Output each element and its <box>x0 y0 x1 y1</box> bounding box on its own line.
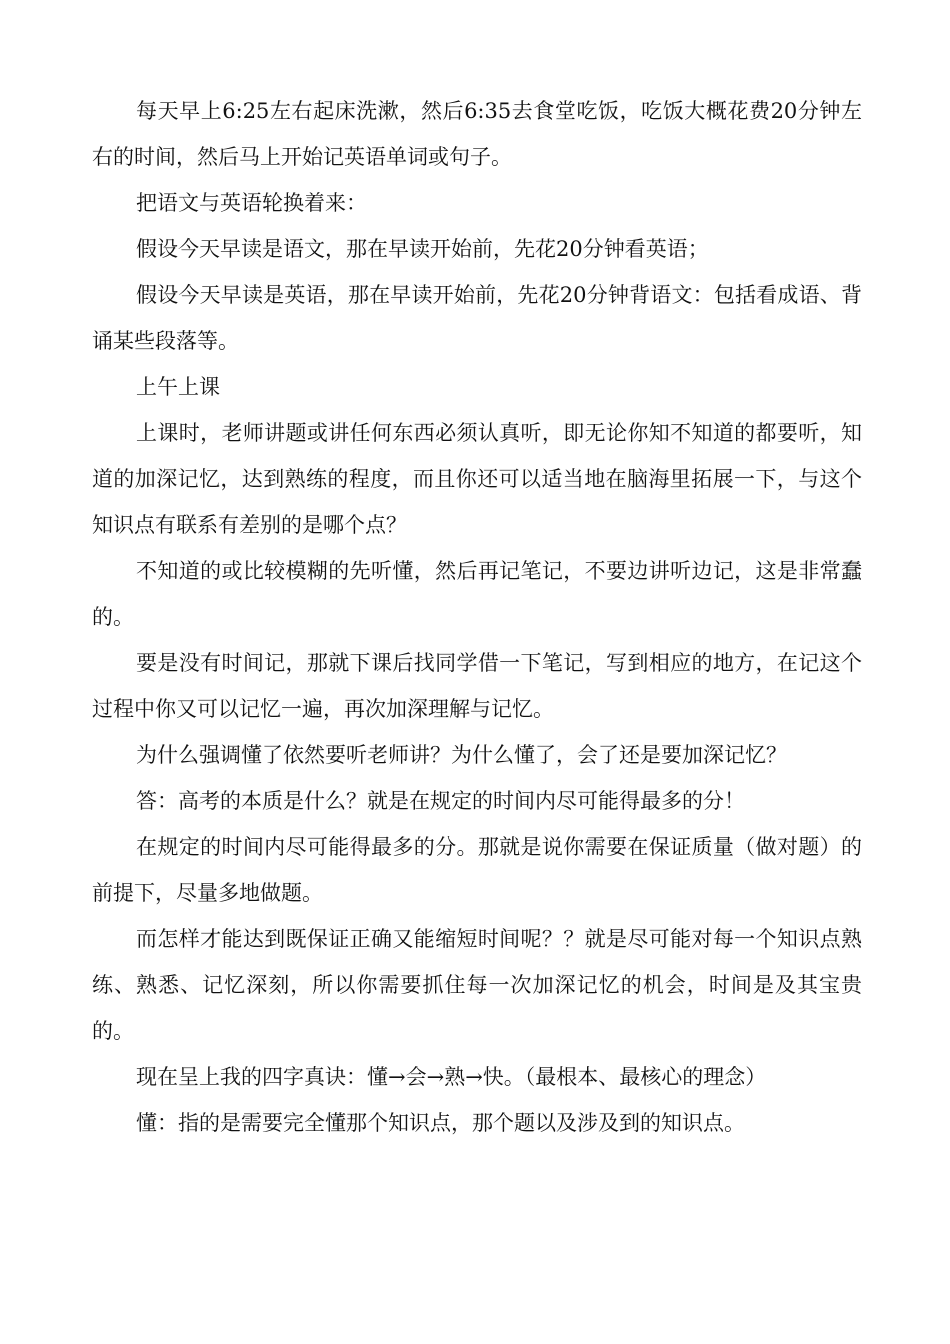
paragraph: 在规定的时间内尽可能得最多的分。那就是说你需要在保证质量（做对题）的前提下，尽量多地做题。 <box>92 835 862 905</box>
paragraph: 把语文与英语轮换着来： <box>136 191 367 215</box>
paragraph: 每天早上6:25左右起床洗漱，然后6:35去食堂吃饭，吃饭大概花费20分钟左右的时间，然后马上开始记英语单词或句子。 <box>92 99 862 169</box>
paragraph: 懂：指的是需要完全懂那个知识点，那个题以及涉及到的知识点。 <box>136 1111 745 1135</box>
paragraph: 现在呈上我的四字真诀：懂→会→熟→快。（最根本、最核心的理念） <box>136 1065 767 1089</box>
paragraph: 为什么强调懂了依然要听老师讲？为什么懂了，会了还是要加深记忆？ <box>136 743 787 767</box>
document-body <box>92 88 862 1146</box>
paragraph: 而怎样才能达到既保证正确又能缩短时间呢？？就是尽可能对每一个知识点熟练、熟悉、记忆深刻，所以你需要抓住每一次加深记忆的机会，时间是及其宝贵的。 <box>92 927 862 1043</box>
paragraph: 上课时，老师讲题或讲任何东西必须认真听，即无论你知不知道的都要听，知道的加深记忆，达到熟练的程度，而且你还可以适当地在脑海里拓展一下，与这个知识点有联系有差别的是哪个点？ <box>92 421 862 537</box>
paragraph: 要是没有时间记，那就下课后找同学借一下笔记，写到相应的地方，在记这个过程中你又可以记忆一遍，再次加深理解与记忆。 <box>92 651 862 721</box>
paragraph: 答：高考的本质是什么？就是在规定的时间内尽可能得最多的分！ <box>136 789 745 813</box>
paragraph: 不知道的或比较模糊的先听懂，然后再记笔记，不要边讲听边记，这是非常蠢的。 <box>92 559 862 629</box>
paragraph: 假设今天早读是语文，那在早读开始前，先花20分钟看英语； <box>136 237 709 261</box>
paragraph: 假设今天早读是英语，那在早读开始前，先花20分钟背语文：包括看成语、背诵某些段落等。 <box>92 283 862 353</box>
section-heading: 上午上课 <box>136 375 220 399</box>
